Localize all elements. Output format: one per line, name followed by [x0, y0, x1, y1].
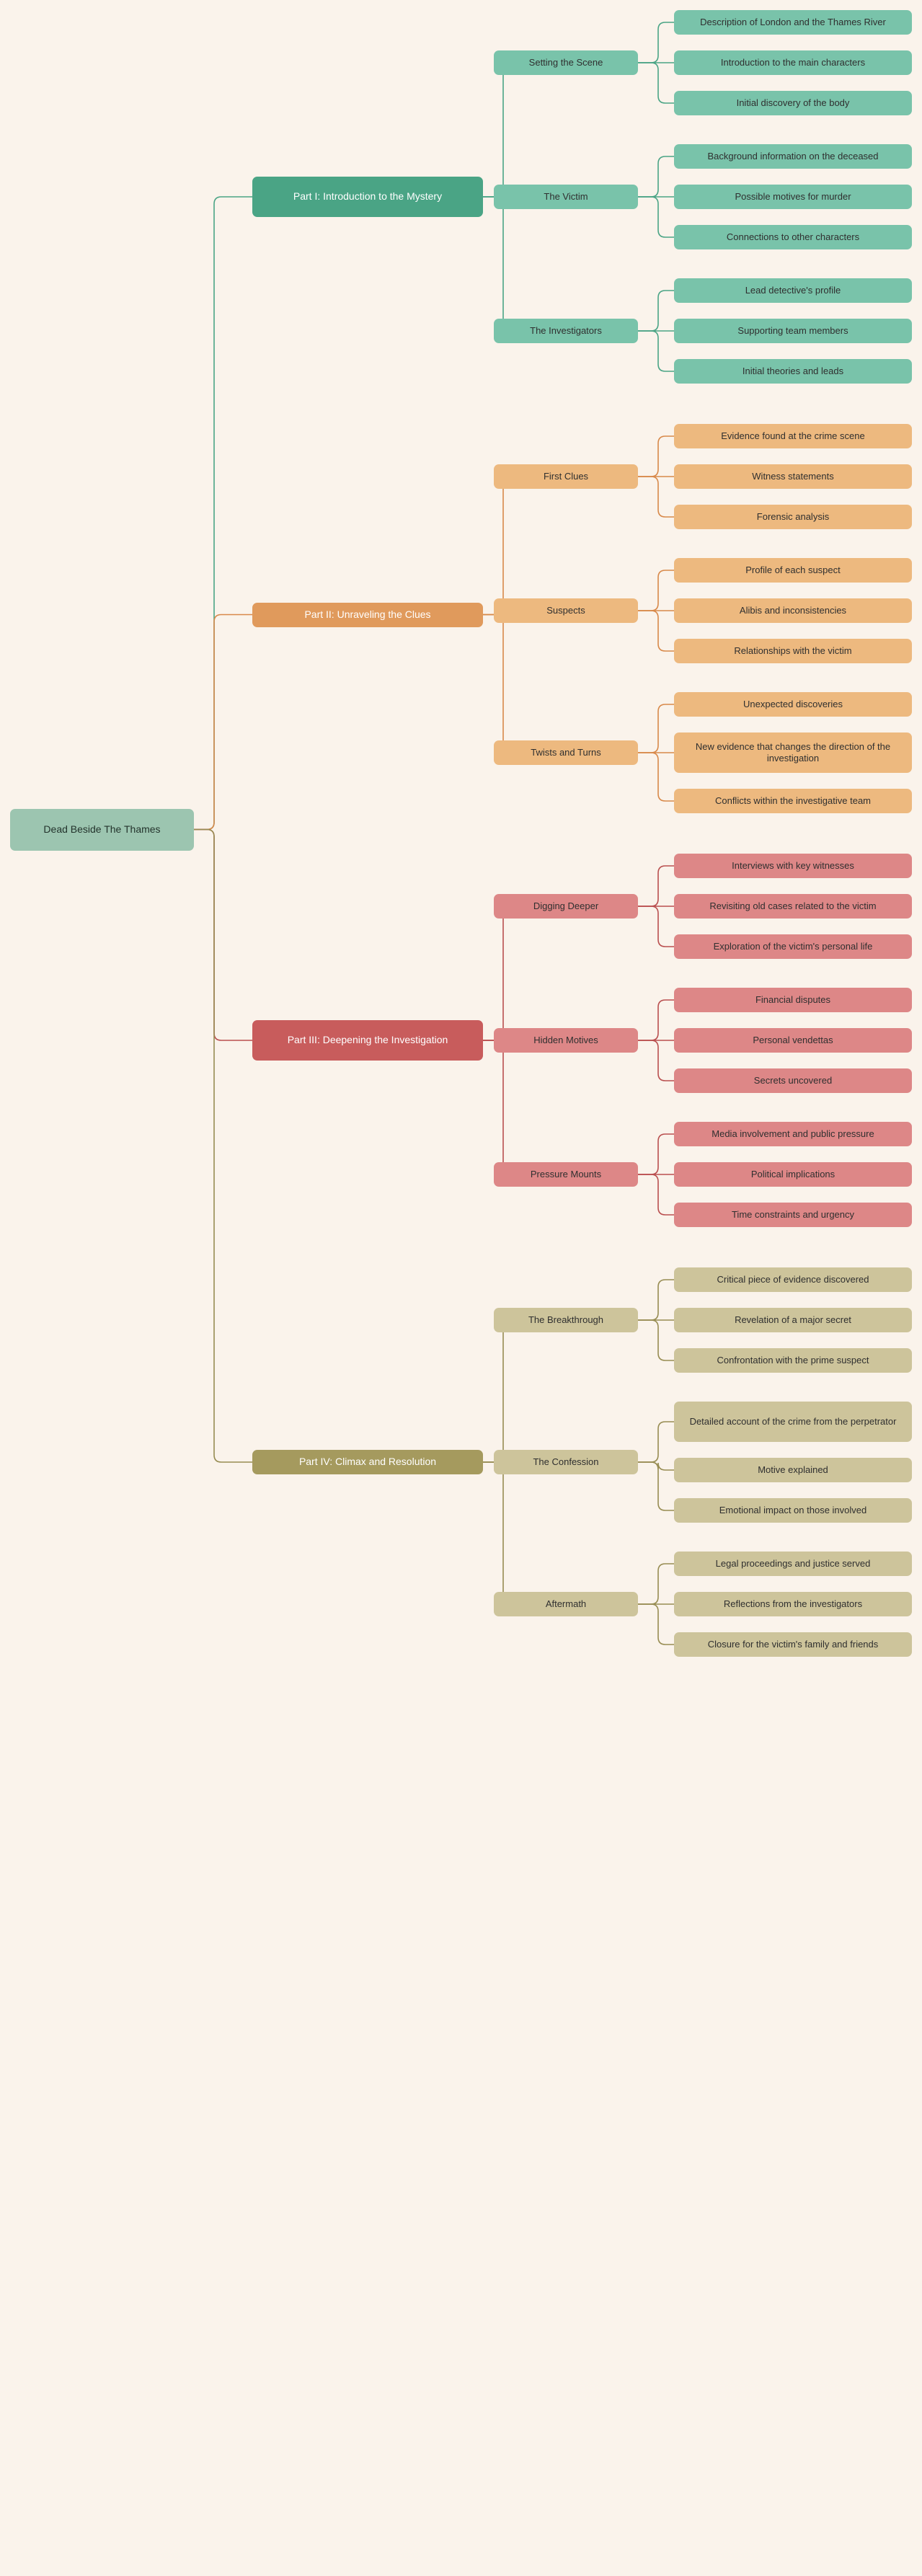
leaf-node-2-3-2[interactable]: New evidence that changes the direction of the investigation	[674, 732, 912, 773]
leaf-node-3-1-2[interactable]: Revisiting old cases related to the victim	[674, 894, 912, 919]
root-node[interactable]: Dead Beside The Thames	[10, 809, 194, 851]
leaf-node-1-2-1[interactable]: Background information on the deceased	[674, 144, 912, 169]
leaf-node-3-1-3[interactable]: Exploration of the victim's personal life	[674, 934, 912, 959]
leaf-node-4-1-3[interactable]: Confrontation with the prime suspect	[674, 1348, 912, 1373]
leaf-node-3-3-2[interactable]: Political implications	[674, 1162, 912, 1187]
leaf-node-2-1-3[interactable]: Forensic analysis	[674, 505, 912, 529]
branch-node-4[interactable]: Part IV: Climax and Resolution	[252, 1450, 483, 1474]
leaf-node-4-3-2[interactable]: Reflections from the investigators	[674, 1592, 912, 1616]
leaf-node-2-1-2[interactable]: Witness statements	[674, 464, 912, 489]
leaf-node-4-1-2[interactable]: Revelation of a major secret	[674, 1308, 912, 1332]
leaf-node-4-1-1[interactable]: Critical piece of evidence discovered	[674, 1267, 912, 1292]
leaf-node-1-1-2[interactable]: Introduction to the main characters	[674, 50, 912, 75]
subtopic-node-4-2[interactable]: The Confession	[494, 1450, 638, 1474]
subtopic-node-1-1[interactable]: Setting the Scene	[494, 50, 638, 75]
subtopic-node-1-3[interactable]: The Investigators	[494, 319, 638, 343]
branch-node-3[interactable]: Part III: Deepening the Investigation	[252, 1020, 483, 1061]
leaf-node-4-3-3[interactable]: Closure for the victim's family and friends	[674, 1632, 912, 1657]
leaf-node-1-3-3[interactable]: Initial theories and leads	[674, 359, 912, 384]
leaf-node-1-2-3[interactable]: Connections to other characters	[674, 225, 912, 249]
subtopic-node-3-2[interactable]: Hidden Motives	[494, 1028, 638, 1053]
leaf-node-2-3-1[interactable]: Unexpected discoveries	[674, 692, 912, 717]
leaf-node-4-2-3[interactable]: Emotional impact on those involved	[674, 1498, 912, 1523]
leaf-node-1-3-1[interactable]: Lead detective's profile	[674, 278, 912, 303]
leaf-node-2-2-1[interactable]: Profile of each suspect	[674, 558, 912, 583]
subtopic-node-3-3[interactable]: Pressure Mounts	[494, 1162, 638, 1187]
leaf-node-4-2-2[interactable]: Motive explained	[674, 1458, 912, 1482]
leaf-node-3-2-1[interactable]: Financial disputes	[674, 988, 912, 1012]
subtopic-node-1-2[interactable]: The Victim	[494, 185, 638, 209]
leaf-node-2-2-2[interactable]: Alibis and inconsistencies	[674, 598, 912, 623]
branch-node-1[interactable]: Part I: Introduction to the Mystery	[252, 177, 483, 217]
leaf-node-3-2-2[interactable]: Personal vendettas	[674, 1028, 912, 1053]
leaf-node-4-2-1[interactable]: Detailed account of the crime from the perpetrator	[674, 1402, 912, 1442]
subtopic-node-3-1[interactable]: Digging Deeper	[494, 894, 638, 919]
leaf-node-1-3-2[interactable]: Supporting team members	[674, 319, 912, 343]
branch-node-2[interactable]: Part II: Unraveling the Clues	[252, 603, 483, 627]
leaf-node-3-1-1[interactable]: Interviews with key witnesses	[674, 854, 912, 878]
leaf-node-2-1-1[interactable]: Evidence found at the crime scene	[674, 424, 912, 448]
leaf-node-3-3-3[interactable]: Time constraints and urgency	[674, 1203, 912, 1227]
leaf-node-2-2-3[interactable]: Relationships with the victim	[674, 639, 912, 663]
subtopic-node-2-1[interactable]: First Clues	[494, 464, 638, 489]
subtopic-node-2-2[interactable]: Suspects	[494, 598, 638, 623]
subtopic-node-4-3[interactable]: Aftermath	[494, 1592, 638, 1616]
leaf-node-2-3-3[interactable]: Conflicts within the investigative team	[674, 789, 912, 813]
subtopic-node-4-1[interactable]: The Breakthrough	[494, 1308, 638, 1332]
leaf-node-1-2-2[interactable]: Possible motives for murder	[674, 185, 912, 209]
leaf-node-4-3-1[interactable]: Legal proceedings and justice served	[674, 1552, 912, 1576]
subtopic-node-2-3[interactable]: Twists and Turns	[494, 740, 638, 765]
leaf-node-3-2-3[interactable]: Secrets uncovered	[674, 1068, 912, 1093]
leaf-node-1-1-3[interactable]: Initial discovery of the body	[674, 91, 912, 115]
leaf-node-3-3-1[interactable]: Media involvement and public pressure	[674, 1122, 912, 1146]
leaf-node-1-1-1[interactable]: Description of London and the Thames River	[674, 10, 912, 35]
